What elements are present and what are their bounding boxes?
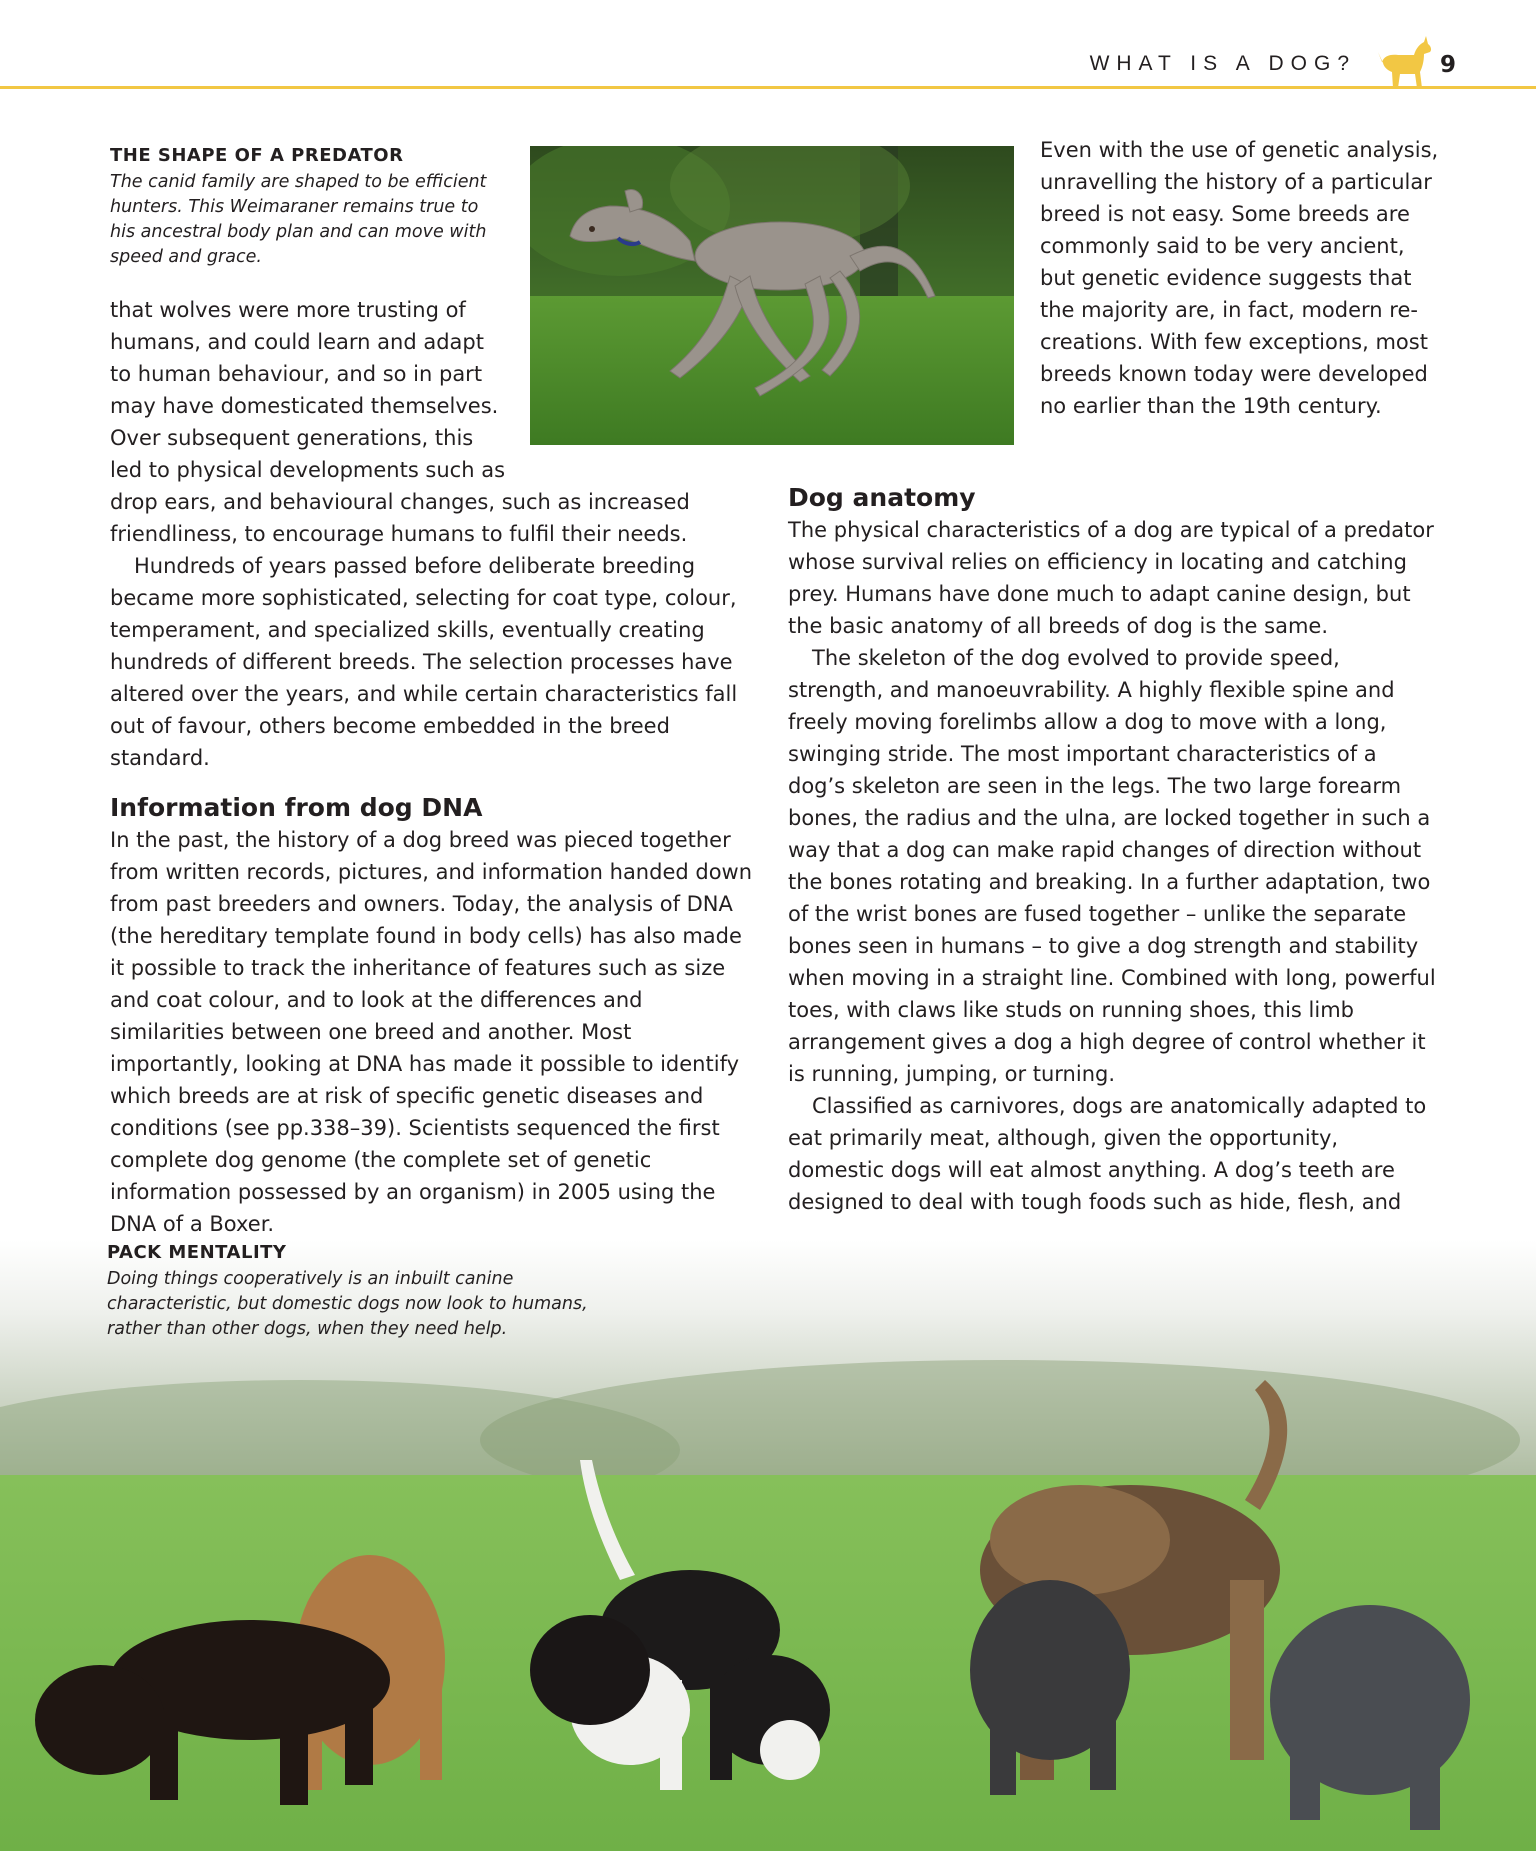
caption-body: The canid family are shaped to be efficient hunters. This Weimaraner remains true to his ancestral body plan and can move with speed and grace. xyxy=(110,172,487,267)
paragraph: drop ears, and behavioural changes, such as increased friendliness, to encourage humans to fulfil their needs. xyxy=(110,490,690,546)
paragraph: Classified as carnivores, dogs are anatomically adapted to eat primarily meat, although, given the opportunity, domestic dogs will eat almost anything. A dog’s teeth are designed to deal with tough foods such as hide, flesh, and xyxy=(788,1094,1427,1214)
left-narrow-text xyxy=(110,294,530,486)
running-head: WHAT IS A DOG? xyxy=(1089,52,1356,75)
page-number: 9 xyxy=(1440,52,1457,78)
caption-title: THE SHAPE OF A PREDATOR xyxy=(110,145,404,166)
weimaraner-photo xyxy=(530,146,1014,445)
text-line: humans, and could learn and adapt xyxy=(110,330,484,354)
text-line: that wolves were more trusting of xyxy=(110,298,466,322)
right-column-body xyxy=(788,482,1438,1218)
text-line: to human behaviour, and so in part xyxy=(110,362,483,386)
dog-silhouette-icon xyxy=(1374,32,1432,90)
section-heading-anatomy: Dog anatomy xyxy=(788,483,976,512)
caption-pack xyxy=(107,1240,637,1342)
paragraph: Even with the use of genetic analysis, unravelling the history of a particular breed is not easy. Some breeds are commonly said to be very ancient, but genetic evidence suggests that the majority are, in fact, modern re-creations. With few exceptions, most breeds known today were developed no earlier than the 19th century. xyxy=(1040,138,1439,418)
paragraph: The skeleton of the dog evolved to provide speed, strength, and manoeuvrability. A highly flexible spine and freely moving forelimbs allow a dog to move with a long, swinging stride. The most important characteristics of a dog’s skeleton are seen in the legs. The two large forearm bones, the radius and the ulna, are locked together in such a way that a dog can make rapid changes of direction without the bones rotating and breaking. In a further adaptation, two of the wrist bones are fused together – unlike the separate bones seen in humans – to give a dog strength and stability when moving in a straight line. Combined with long, powerful toes, with claws like studs on running shoes, this limb arrangement gives a dog a high degree of control whether it is running, jumping, or turning. xyxy=(788,646,1436,1086)
right-top-text xyxy=(1040,134,1440,422)
text-line: led to physical developments such as xyxy=(110,458,506,482)
text-line: may have domesticated themselves. xyxy=(110,394,499,418)
section-heading-dna: Information from dog DNA xyxy=(110,793,483,822)
caption-title: PACK MENTALITY xyxy=(107,1242,287,1263)
text-line: Over subsequent generations, this xyxy=(110,426,474,450)
paragraph: The physical characteristics of a dog are typical of a predator whose survival relies on efficiency in locating and catching prey. Humans have done much to adapt canine design, but the basic anatomy of all breeds of dog is the same. xyxy=(788,518,1434,638)
left-column-body xyxy=(110,486,758,1240)
paragraph: In the past, the history of a dog breed was pieced together from written records, pictures, and information handed down from past breeders and owners. Today, the analysis of DNA (the hereditary template found in body cells) has also made it possible to track the inheritance of features such as size and coat colour, and to look at the differences and similarities between one breed and another. Most importantly, looking at DNA has made it possible to identify which breeds are at risk of specific genetic diseases and conditions (see pp.338–39). Scientists sequenced the first complete dog genome (the complete set of genetic information possessed by an organism) in 2005 using the DNA of a Boxer. xyxy=(110,828,753,1236)
header-rule xyxy=(0,86,1536,89)
caption-predator xyxy=(110,143,500,270)
caption-body: Doing things cooperatively is an inbuilt canine characteristic, but domestic dogs now look to humans, rather than other dogs, when they need help. xyxy=(107,1269,588,1339)
paragraph: Hundreds of years passed before deliberate breeding became more sophisticated, selecting for coat type, colour, temperament, and specialized skills, eventually creating hundreds of different breeds. The selection processes have altered over the years, and while certain characteristics fall out of favour, others become embedded in the breed standard. xyxy=(110,554,738,770)
